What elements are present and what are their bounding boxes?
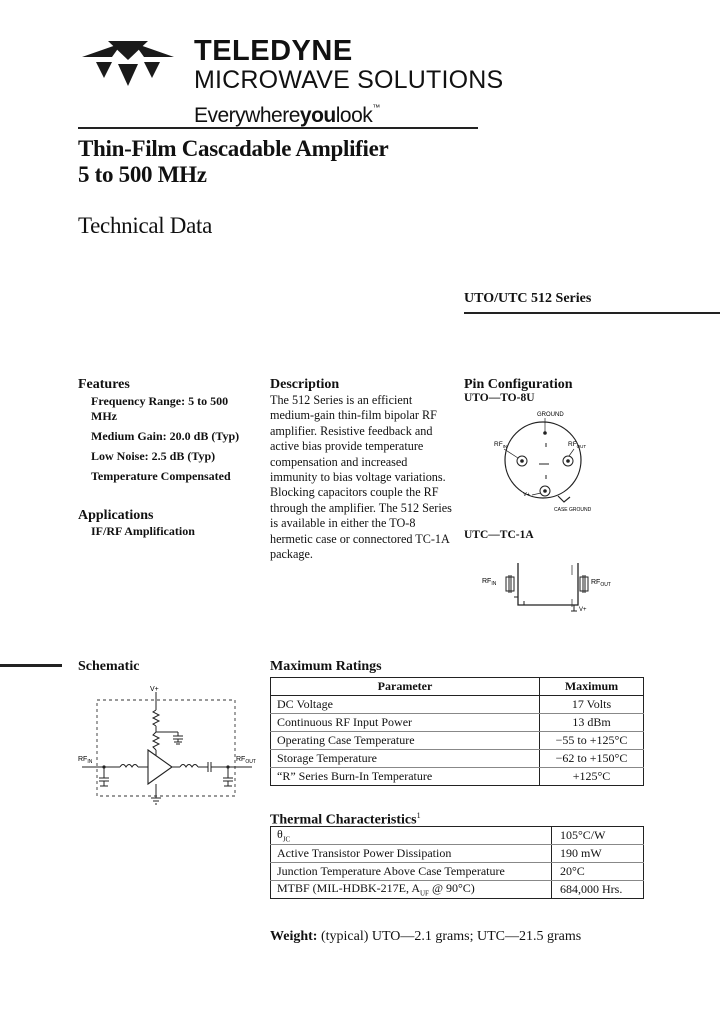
table-row: $\theta_{JC}$ 105°C/W	[271, 827, 644, 845]
feature-item: Low Noise: 2.5 dB (Typ)	[91, 449, 216, 463]
series-divider	[464, 312, 720, 314]
column-header: Maximum	[540, 678, 644, 696]
feature-item: Medium Gain: 20.0 dB (Typ)	[91, 429, 240, 443]
description-text: The 512 Series is an efficient medium-gain thin-film bipolar RF amplifier. Resistive feedback and active bias provide temperature compensation and increased immunity to bias voltage variations. Blocking capacitors couple the RF through the amplifier. The 512 Series is available in either the TO-8 hermetic case or connectored TC-1A package.	[270, 393, 452, 562]
tc1a-vplus-label: V+	[579, 607, 587, 613]
document-title: Thin-Film Cascadable Amplifier 5 to 500 MHz	[78, 136, 389, 187]
schematic-rf-in-label: $RF_{IN}$	[78, 756, 93, 765]
table-header-row	[271, 678, 644, 696]
document-subtitle: Technical Data	[78, 213, 213, 238]
teledyne-logo-icon	[82, 38, 190, 98]
tc1a-rf-out-label: $RF_{OUT}$	[591, 579, 611, 588]
description-heading: Description	[270, 377, 340, 392]
feature-item: Temperature Compensated	[91, 469, 231, 483]
vplus-pin-label: V+	[523, 492, 530, 498]
case-ground-label: CASE GROUND	[554, 507, 592, 513]
schematic-heading: Schematic	[78, 659, 140, 674]
section-marker	[0, 664, 62, 667]
tc1a-rf-in-label: $RF_{IN}$	[482, 578, 497, 587]
pin-config-heading: Pin Configuration	[464, 377, 573, 392]
table-row: Operating Case Temperature −55 to +125°C	[271, 732, 644, 750]
features-list	[91, 394, 259, 489]
thermal-heading: Thermal Characteristics$^1$	[270, 811, 421, 828]
table-row: Continuous RF Input Power 13 dBm	[271, 714, 644, 732]
schematic-rf-out-label: $RF_{OUT}$	[236, 756, 256, 765]
table-row: Storage Temperature −62 to +150°C	[271, 750, 644, 768]
application-item: IF/RF Amplification	[91, 524, 195, 538]
tc1a-package-diagram	[478, 553, 628, 621]
table-row: MTBF (MIL-HDBK-217E, $A_{UF}$ @ 90°C) 684,000 Hrs.	[271, 881, 644, 899]
thermal-table	[270, 826, 644, 899]
brand-name: TELEDYNE	[194, 35, 353, 67]
rf-in-label: $RF_{IN}$	[494, 441, 508, 449]
header-divider	[78, 127, 478, 129]
features-heading: Features	[78, 377, 130, 392]
weight-line: Weight: (typical) UTO—2.1 grams; UTC—21.5 grams	[270, 929, 582, 944]
column-header: Parameter	[271, 678, 540, 696]
table-row: Junction Temperature Above Case Temperature 20°C	[271, 863, 644, 881]
schematic-vplus-label: V+	[150, 686, 159, 693]
table-row: DC Voltage 17 Volts	[271, 696, 644, 714]
ground-label: GROUND	[537, 412, 564, 418]
feature-item: Frequency Range: 5 to 500 MHz	[91, 394, 229, 423]
uto-package-label: UTO—TO-8U	[464, 392, 535, 404]
to8-pin-diagram	[470, 405, 610, 515]
max-ratings-heading: Maximum Ratings	[270, 659, 382, 674]
utc-package-label: UTC—TC-1A	[464, 529, 534, 541]
table-row: Active Transistor Power Dissipation 190 mW	[271, 845, 644, 863]
series-label: UTO/UTC 512 Series	[464, 291, 592, 306]
brand-tagline: Everywhereyoulook™	[194, 103, 380, 127]
brand-division: MICROWAVE SOLUTIONS	[194, 66, 504, 94]
applications-heading: Applications	[78, 508, 154, 523]
max-ratings-table	[270, 677, 644, 786]
schematic-diagram	[76, 680, 266, 810]
rf-out-label: $RF_{OUT}$	[568, 441, 587, 449]
table-row: “R” Series Burn-In Temperature +125°C	[271, 768, 644, 786]
